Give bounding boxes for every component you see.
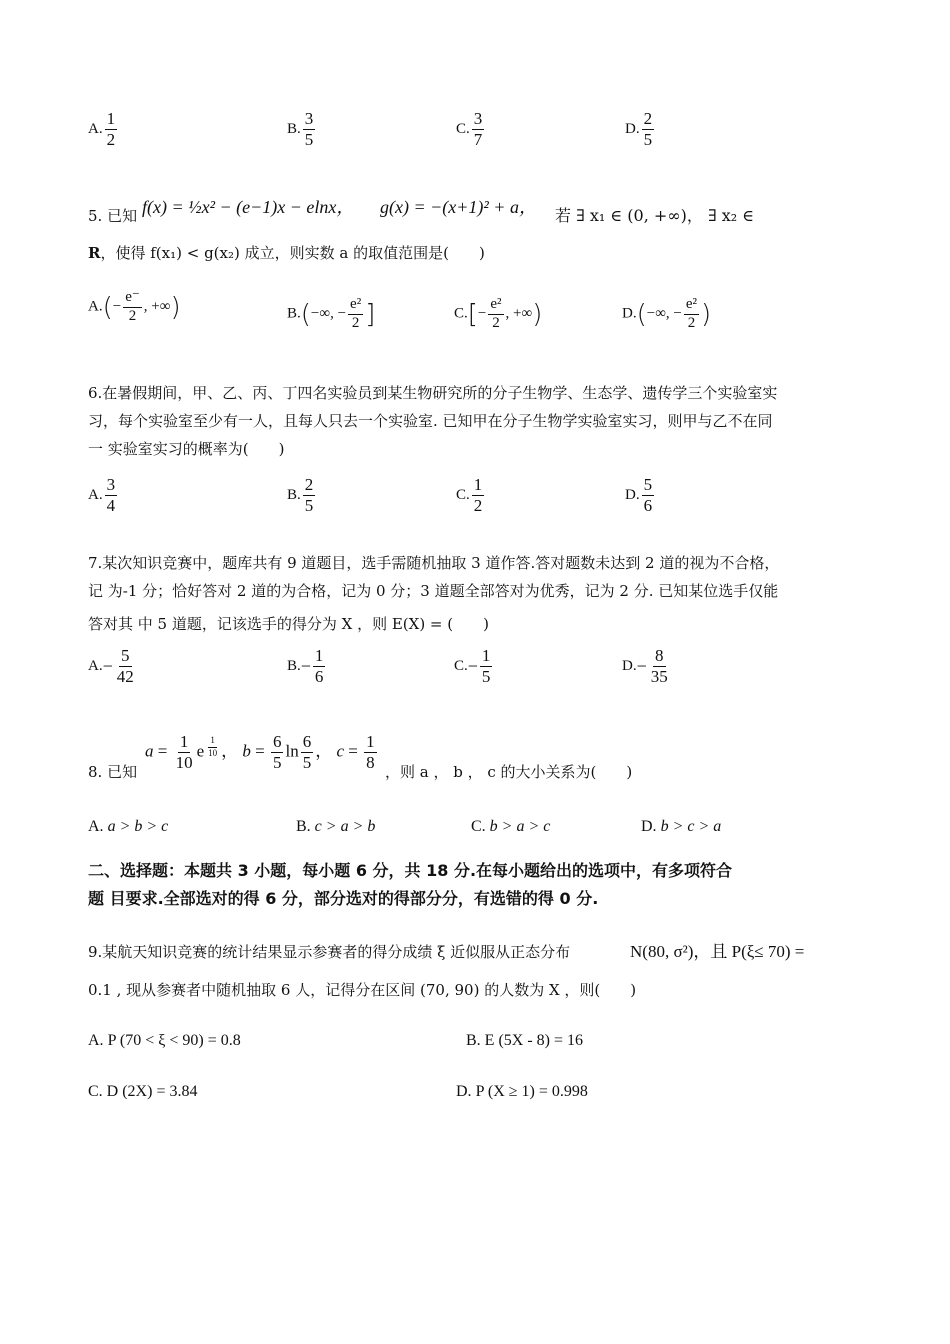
q7-option-a[interactable]: A.− $\frac{5}{42}$ <box>88 646 134 686</box>
q6-line2: 习，每个实验室至少有一人，且每人只去一个实验室. 已知甲在分子生物学实验室实习，则甲与乙不在同 <box>88 412 773 430</box>
q8-prefix: 8. 已知 <box>88 763 138 781</box>
q6-line3: 一 实验室实习的概率为( ) <box>88 440 285 458</box>
q7-option-c[interactable]: C.− $\frac{1}{5}$ <box>454 646 491 686</box>
q7-option-d[interactable]: D.− $\frac{8}{35}$ <box>622 646 668 686</box>
q8-option-b[interactable]: B. c > a > b <box>296 818 376 835</box>
q5-option-d[interactable]: D.(−∞, − $\frac{\text{e²}}{2}$ ) <box>622 296 712 331</box>
q5-option-c[interactable]: C.[− $\frac{\text{e²}}{2}$ , +∞) <box>454 296 543 331</box>
q6-option-a[interactable]: A. $\frac{3}{4}$ <box>88 475 116 515</box>
q7-line3: 答对其 中 5 道题，记该选手的得分为 X ，则 E(X) = ( ) <box>88 615 489 633</box>
q8-option-c[interactable]: C. b > a > c <box>471 818 551 835</box>
fraction: $\frac{3}{7}$ <box>473 109 483 149</box>
section2-heading-line2: 题 目要求.全部选对的得 6 分，部分选对的得部分分，有选错的得 0 分. <box>88 889 599 908</box>
q4-option-c[interactable]: C. $\frac{3}{7}$ <box>456 109 483 149</box>
q5-option-a[interactable]: A.(− $\frac{e^-}{2}$ , +∞) <box>88 289 181 324</box>
q4-option-a[interactable]: A. $\frac{1}{2}$ <box>88 109 116 149</box>
q9-option-b[interactable]: B. E (5X - 8) = 16 <box>466 1032 584 1049</box>
q6-option-c[interactable]: C. $\frac{1}{2}$ <box>456 475 483 515</box>
q4-option-d[interactable]: D. $\frac{2}{5}$ <box>625 109 653 149</box>
q5-line2: R，使得 f(x₁) < g(x₂) 成立，则实数 a 的取值范围是( ) <box>88 244 485 262</box>
q8-option-a[interactable]: A. a > b > c <box>88 818 169 835</box>
q9-option-c[interactable]: C. D (2X) = 3.84 <box>88 1083 198 1100</box>
q8-option-d[interactable]: D. b > c > a <box>641 818 722 835</box>
fraction: $\frac{2}{5}$ <box>643 109 653 149</box>
q6-line1: 6.在暑假期间，甲、乙、丙、丁四名实验员到某生物研究所的分子生物学、生态学、遗传学三个实验室实 <box>88 384 778 402</box>
q9-line1b: N(80, σ²)，且 P(ξ≤ 70) = <box>630 942 805 961</box>
q7-option-b[interactable]: B.− $\frac{1}{6}$ <box>287 646 324 686</box>
q9-line1a: 9.某航天知识竞赛的统计结果显示参赛者的得分成绩 ξ 近似服从正态分布 <box>88 943 571 961</box>
q7-line2: 记 为-1 分；恰好答对 2 道的为合格，记为 0 分；3 道题全部答对为优秀，记为 2 分. 已知某位选手仅能 <box>88 582 779 600</box>
q9-line2: 0.1 , 现从参赛者中随机抽取 6 人，记得分在区间 (70, 90) 的人数为 X ，则( ) <box>88 981 637 999</box>
q5-prefix: 5. 已知 <box>88 207 138 225</box>
q5-option-b[interactable]: B.(−∞, − $\frac{\text{e²}}{2}$ ] <box>287 296 376 331</box>
q5-f-definition: f(x) = ½x² − (e−1)x − elnx， <box>142 197 355 217</box>
fraction: $\frac{3}{5}$ <box>304 109 314 149</box>
q6-option-d[interactable]: D. $\frac{5}{6}$ <box>625 475 653 515</box>
q5-condition: 若 ∃ x₁ ∈ (0, +∞)， ∃ x₂ ∈ <box>555 206 755 225</box>
q8-suffix: ，则 a ， b ， c 的大小关系为( ) <box>385 763 633 781</box>
fraction: $\frac{1}{2}$ <box>106 109 116 149</box>
q4-option-b[interactable]: B. $\frac{3}{5}$ <box>287 109 314 149</box>
q6-option-b[interactable]: B. $\frac{2}{5}$ <box>287 475 314 515</box>
q8-formula: a = $\frac{1}{10}$ e $^{\frac{1}{10}}$ ， b = $\frac{6}{5}$ ln $\frac{6}{5}$ ， c = $\frac{1}{8}$ <box>145 732 375 772</box>
q9-option-d[interactable]: D. P (X ≥ 1) = 0.998 <box>456 1083 588 1100</box>
q9-option-a[interactable]: A. P (70 < ξ < 90) = 0.8 <box>88 1032 241 1049</box>
section2-heading-line1: 二、选择题：本题共 3 小题，每小题 6 分，共 18 分.在每小题给出的选项中，有多项符合 <box>88 861 733 880</box>
q7-line1: 7.某次知识竞赛中，题库共有 9 道题目，选手需随机抽取 3 道作答.答对题数未达到 2 道的视为不合格， <box>88 554 780 572</box>
q5-g-definition: g(x) = −(x+1)² + a， <box>380 197 537 217</box>
